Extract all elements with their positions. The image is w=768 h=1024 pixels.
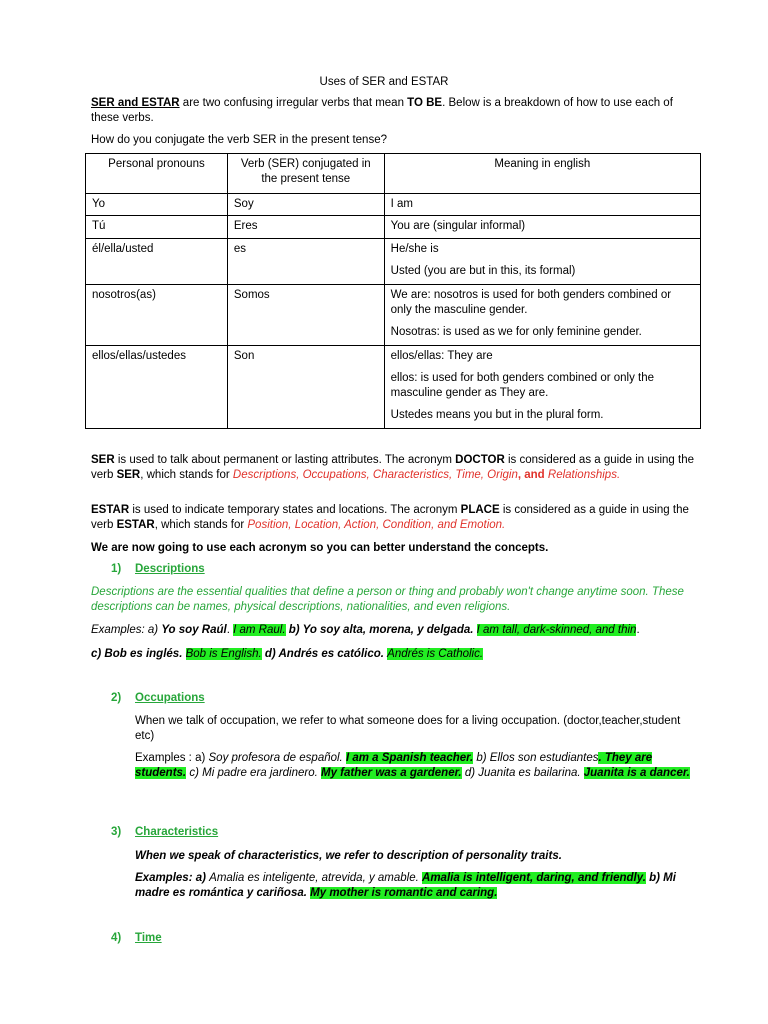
ser-text-c: , which stands for: [140, 469, 233, 481]
example-label: d): [261, 648, 279, 660]
section-number: 4): [111, 932, 122, 944]
section-heading-characteristics: [111, 826, 218, 838]
example-english: My father was a gardener.: [321, 767, 462, 779]
estar-term: ESTAR: [91, 504, 130, 516]
intro-text-b: . Below is a breakdown of how to use each of these verbs.: [91, 97, 673, 124]
header-verb: Verb (SER) conjugated in the present tense: [227, 154, 384, 194]
example-english: My mother is romantic and caring.: [310, 887, 498, 899]
characteristics-examples: [135, 871, 701, 901]
example-english: Juanita is a dancer.: [583, 767, 690, 779]
header-meaning: Meaning in english: [384, 154, 700, 194]
cell-meaning: [384, 239, 700, 285]
cell-pronoun: Yo: [86, 194, 228, 216]
example-spanish: Yo soy Raúl: [161, 624, 227, 636]
cell-pronoun: Tú: [86, 216, 228, 239]
table-row: [86, 216, 701, 239]
example-english: . They are students.: [135, 752, 653, 779]
page-title: Uses of SER and ESTAR: [319, 76, 449, 88]
example-spanish: Ellos son estudiantes: [489, 752, 599, 764]
example-spanish: Juanita es bailarina.: [478, 767, 581, 779]
cell-verb: Somos: [227, 285, 384, 346]
cell-verb: Soy: [227, 194, 384, 216]
intro-paragraph: [91, 96, 701, 126]
doctor-list: Descriptions, Occupations, Characteristics, Time, Origin: [232, 469, 518, 481]
example-label: c): [91, 648, 105, 660]
cell-meaning: [384, 285, 700, 346]
estar-text-a: is used to indicate temporary states and locations. The acronym: [129, 504, 461, 516]
example-spanish: Yo soy alta, morena, y delgada.: [302, 624, 474, 636]
ser-text-b: is considered as a guide in using the verb: [91, 454, 695, 481]
example-label: d): [461, 767, 479, 779]
doctor-last: Relationships.: [547, 469, 621, 481]
example-spanish: Andrés es católico.: [278, 648, 384, 660]
descriptions-examples-2: [91, 647, 701, 662]
table-row: [86, 239, 701, 285]
intro-text-a: are two confusing irregular verbs that mean: [179, 97, 408, 109]
examples-prefix: Examples: a): [135, 872, 210, 884]
section-label: Time: [135, 932, 162, 944]
section-number: 3): [111, 826, 122, 838]
example-english: I am tall, dark-skinned, and thin: [476, 624, 637, 636]
examples-prefix: Examples : a): [135, 752, 209, 764]
doctor-and: , and: [517, 469, 545, 481]
characteristics-definition: When we speak of characteristics, we refer to description of personality traits.: [135, 850, 562, 862]
conjugation-question: How do you conjugate the verb SER in the present tense?: [91, 134, 387, 146]
cell-meaning: [384, 194, 700, 216]
ser-term-2: SER: [116, 469, 141, 481]
occupations-examples: [135, 751, 701, 781]
ser-text-a: is used to talk about permanent or lasting attributes. The acronym: [114, 454, 456, 466]
meaning-line: He/she is: [390, 243, 439, 255]
table-row: [86, 346, 701, 429]
meaning-line: Nosotras: is used as we for only feminine gender.: [390, 326, 642, 338]
place-list: Position, Location, Action, Condition, and Emotion.: [247, 519, 506, 531]
cell-pronoun: ellos/ellas/ustedes: [86, 346, 228, 429]
example-spanish: Amalia es inteligente, atrevida, y amable.: [209, 872, 419, 884]
intro-to-be: TO BE: [407, 97, 443, 109]
estar-text-b: is considered as a guide in using the verb: [91, 504, 689, 531]
example-spanish: Soy profesora de español.: [208, 752, 343, 764]
cell-pronoun: nosotros(as): [86, 285, 228, 346]
ser-paragraph: [91, 453, 701, 483]
example-english: Andrés is Catholic.: [387, 648, 484, 660]
table-row: [86, 194, 701, 216]
meaning-line: Usted (you are but in this, its formal): [390, 265, 576, 277]
meaning-line: ellos/ellas: They are: [390, 350, 493, 362]
cell-verb: Son: [227, 346, 384, 429]
estar-term-2: ESTAR: [116, 519, 155, 531]
example-spanish: Bob es inglés.: [104, 648, 183, 660]
cell-meaning: [384, 346, 700, 429]
example-english: I am a Spanish teacher.: [345, 752, 474, 764]
example-spanish: Mi madre es romántica y cariñosa.: [135, 872, 676, 899]
doctor-acronym: DOCTOR: [455, 454, 505, 466]
cell-pronoun: él/ella/usted: [86, 239, 228, 285]
meaning-line: Ustedes means you but in the plural form.: [390, 409, 604, 421]
example-label: b): [285, 624, 303, 636]
section-label: Characteristics: [135, 826, 219, 838]
section-heading-occupations: [111, 692, 205, 704]
table-header-row: [86, 154, 701, 194]
ser-term: SER: [91, 454, 115, 466]
section-number: 2): [111, 692, 122, 704]
meaning-line: I am: [390, 198, 414, 210]
estar-paragraph: [91, 503, 701, 533]
meaning-line: We are: nosotros is used for both genders combined or only the masculine gender.: [390, 289, 672, 316]
example-spanish: Mi padre era jardinero.: [202, 767, 318, 779]
cell-meaning: [384, 216, 700, 239]
cell-verb: es: [227, 239, 384, 285]
occupations-definition: When we talk of occupation, we refer to what someone does for a living occupation. (doctor,teacher,student etc): [135, 715, 681, 742]
example-label: c): [186, 767, 203, 779]
estar-text-c: , which stands for: [154, 519, 248, 531]
examples-prefix: Examples: a): [91, 624, 162, 636]
table-row: [86, 285, 701, 346]
header-pronouns: Personal pronouns: [86, 154, 228, 194]
section-heading-time: [111, 932, 162, 944]
example-english: Amalia is intelligent, daring, and friendly.: [422, 872, 646, 884]
meaning-line: ellos: is used for both genders combined or only the masculine gender as They are.: [390, 372, 655, 399]
section-label: Descriptions: [135, 563, 205, 575]
example-english: I am Raul.: [233, 624, 286, 636]
descriptions-examples-1: Examples: a) Yo soy Raúl. I am Raul. b) Yo soy alta, morena, y delgada. I am tall, dark-skinned, and thin.: [91, 624, 640, 636]
cell-verb: Eres: [227, 216, 384, 239]
intro-term: SER and ESTAR: [91, 97, 180, 109]
example-english: Bob is English.: [185, 648, 262, 660]
section-label: Occupations: [135, 692, 205, 704]
place-acronym: PLACE: [460, 504, 500, 516]
section-number: 1): [111, 563, 122, 575]
descriptions-definition: Descriptions are the essential qualities that define a person or thing and probably won't change anytime soon. These descriptions can be names, physical descriptions, nationalities, and even religions.: [91, 586, 684, 613]
example-label: b): [645, 872, 664, 884]
section-heading-descriptions: [111, 563, 205, 575]
example-label: b): [473, 752, 490, 764]
acronym-intro: We are now going to use each acronym so you can better understand the concepts.: [91, 542, 549, 554]
meaning-line: You are (singular informal): [390, 220, 526, 232]
conjugation-table: [85, 153, 701, 429]
